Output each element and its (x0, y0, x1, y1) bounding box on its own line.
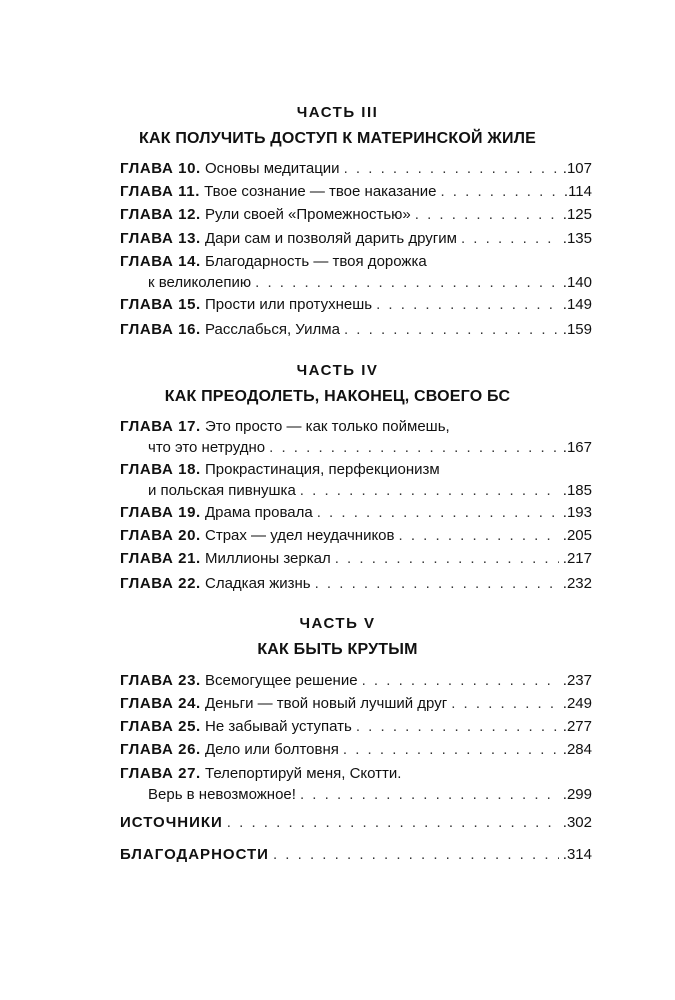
chapter-title: Миллионы зеркал (205, 550, 331, 567)
toc-entry-ch23[interactable] (120, 670, 592, 691)
chapter-label: ГЛАВА 26. (120, 741, 201, 758)
dot-leader (255, 272, 559, 293)
toc-entry-ch14[interactable] (120, 251, 592, 293)
dot-leader (344, 319, 559, 340)
page-number: .302 (562, 814, 592, 831)
chapter-title: Драма провала (205, 504, 313, 521)
dot-leader (399, 525, 559, 546)
toc-entry-ch18[interactable] (120, 459, 592, 501)
chapter-title-continued: Верь в невозможное! (148, 786, 296, 803)
part-subtitle: КАК ПРЕОДОЛЕТЬ, НАКОНЕЦ, СВОЕГО БС (164, 388, 511, 405)
page-number: .314 (562, 846, 592, 863)
part-title: ЧАСТЬ IV (296, 362, 379, 379)
dot-leader (227, 812, 559, 833)
dot-leader (415, 204, 559, 225)
chapter-title: Благодарность — твоя дорожка (205, 253, 427, 270)
chapter-title: Дари сам и позволяй дарить другим (205, 230, 457, 247)
dot-leader (315, 573, 559, 594)
page-number: .284 (562, 741, 592, 758)
toc-entry-ch24[interactable] (120, 693, 592, 714)
chapter-title-continued: что это нетрудно (148, 439, 266, 456)
chapter-title: Прости или протухнешь (205, 296, 373, 313)
chapter-label: ГЛАВА 21. (120, 550, 201, 567)
thanks-label: БЛАГОДАРНОСТИ (120, 846, 269, 863)
chapter-title: Прокрастинация, перфекционизм (205, 461, 440, 478)
page-number: .107 (562, 160, 592, 177)
toc-entry-ch10[interactable] (120, 158, 592, 179)
dot-leader (343, 739, 559, 760)
chapter-label: ГЛАВА 11. (120, 183, 200, 200)
page-number: .205 (562, 527, 592, 544)
chapter-label: ГЛАВА 17. (120, 418, 201, 435)
toc-entry-ch17[interactable] (120, 416, 592, 458)
toc-entry-ch26[interactable] (120, 739, 592, 760)
chapter-title: Расслабься, Уилма (205, 321, 340, 338)
chapter-label: ГЛАВА 20. (120, 527, 201, 544)
chapter-label: ГЛАВА 22. (120, 575, 201, 592)
toc-entry-ch15[interactable] (120, 294, 592, 315)
page-number: .114 (563, 183, 592, 200)
dot-leader (335, 548, 559, 569)
dot-leader (269, 437, 559, 458)
chapter-title: Рули своей «Промежностью» (205, 206, 411, 223)
page-number: .159 (562, 321, 592, 338)
chapter-title-continued: и польская пивнушка (148, 482, 296, 499)
chapter-title: Страх — удел неудачников (205, 527, 395, 544)
chapter-label: ГЛАВА 23. (120, 672, 201, 689)
page-number: .299 (562, 786, 592, 803)
page-number: .217 (562, 550, 592, 567)
dot-leader (317, 502, 559, 523)
chapter-label: ГЛАВА 12. (120, 206, 201, 223)
chapter-label: ГЛАВА 15. (120, 296, 201, 313)
chapter-label: ГЛАВА 18. (120, 461, 201, 478)
page-number: .167 (562, 439, 592, 456)
dot-leader (273, 844, 559, 865)
dot-leader (440, 181, 559, 202)
page-number: .249 (562, 695, 592, 712)
part-subtitle: КАК БЫТЬ КРУТЫМ (257, 641, 418, 658)
chapter-title: Телепортируй меня, Скотти. (205, 765, 402, 782)
chapter-title: Твое сознание — твое наказание (204, 183, 437, 200)
chapter-title: Это просто — как только поймешь, (205, 418, 450, 435)
chapter-label: ГЛАВА 27. (120, 765, 201, 782)
sources-label: ИСТОЧНИКИ (120, 814, 223, 831)
page-number: .193 (562, 504, 592, 521)
dot-leader (300, 480, 559, 501)
dot-leader (451, 693, 559, 714)
chapter-title: Сладкая жизнь (205, 575, 311, 592)
chapter-label: ГЛАВА 16. (120, 321, 201, 338)
dot-leader (356, 716, 559, 737)
page-number: .135 (562, 230, 592, 247)
page-number: .149 (562, 296, 592, 313)
page-number: .140 (562, 274, 592, 291)
page-number: .185 (562, 482, 592, 499)
chapter-label: ГЛАВА 10. (120, 160, 201, 177)
chapter-title-continued: к великолепию (148, 274, 252, 291)
page-number: .125 (562, 206, 592, 223)
dot-leader (376, 294, 559, 315)
dot-leader (362, 670, 559, 691)
page-number: .232 (562, 575, 592, 592)
chapter-title: Всемогущее решение (205, 672, 358, 689)
chapter-label: ГЛАВА 14. (120, 253, 201, 270)
toc-entry-ch25[interactable] (120, 716, 592, 737)
chapter-title: Основы медитации (205, 160, 340, 177)
part-title: ЧАСТЬ V (299, 615, 376, 632)
toc-entry-ch21[interactable] (120, 548, 592, 569)
toc-entry-sources[interactable] (120, 812, 592, 833)
chapter-label: ГЛАВА 13. (120, 230, 201, 247)
chapter-label: ГЛАВА 19. (120, 504, 201, 521)
toc-entry-ch13[interactable] (120, 228, 592, 249)
toc-entry-ch22[interactable] (120, 573, 592, 594)
part-title: ЧАСТЬ III (296, 104, 379, 121)
toc-entry-ch11[interactable] (120, 181, 592, 202)
dot-leader (461, 228, 559, 249)
chapter-label: ГЛАВА 25. (120, 718, 201, 735)
toc-entry-ch20[interactable] (120, 525, 592, 546)
page-number: .277 (562, 718, 592, 735)
dot-leader (344, 158, 559, 179)
part-subtitle: КАК ПОЛУЧИТЬ ДОСТУП К МАТЕРИНСКОЙ ЖИЛЕ (138, 130, 537, 147)
chapter-title: Дело или болтовня (205, 741, 339, 758)
dot-leader (300, 784, 559, 805)
page-number: .237 (562, 672, 592, 689)
toc-entry-ch19[interactable] (120, 502, 592, 523)
toc-entry-ch27[interactable] (120, 763, 592, 805)
chapter-title: Не забывай уступать (205, 718, 352, 735)
toc-entry-ch12[interactable] (120, 204, 592, 225)
chapter-title: Деньги — твой новый лучший друг (205, 695, 448, 712)
toc-entry-ch16[interactable] (120, 319, 592, 340)
chapter-label: ГЛАВА 24. (120, 695, 201, 712)
toc-entry-thanks[interactable] (120, 844, 592, 865)
